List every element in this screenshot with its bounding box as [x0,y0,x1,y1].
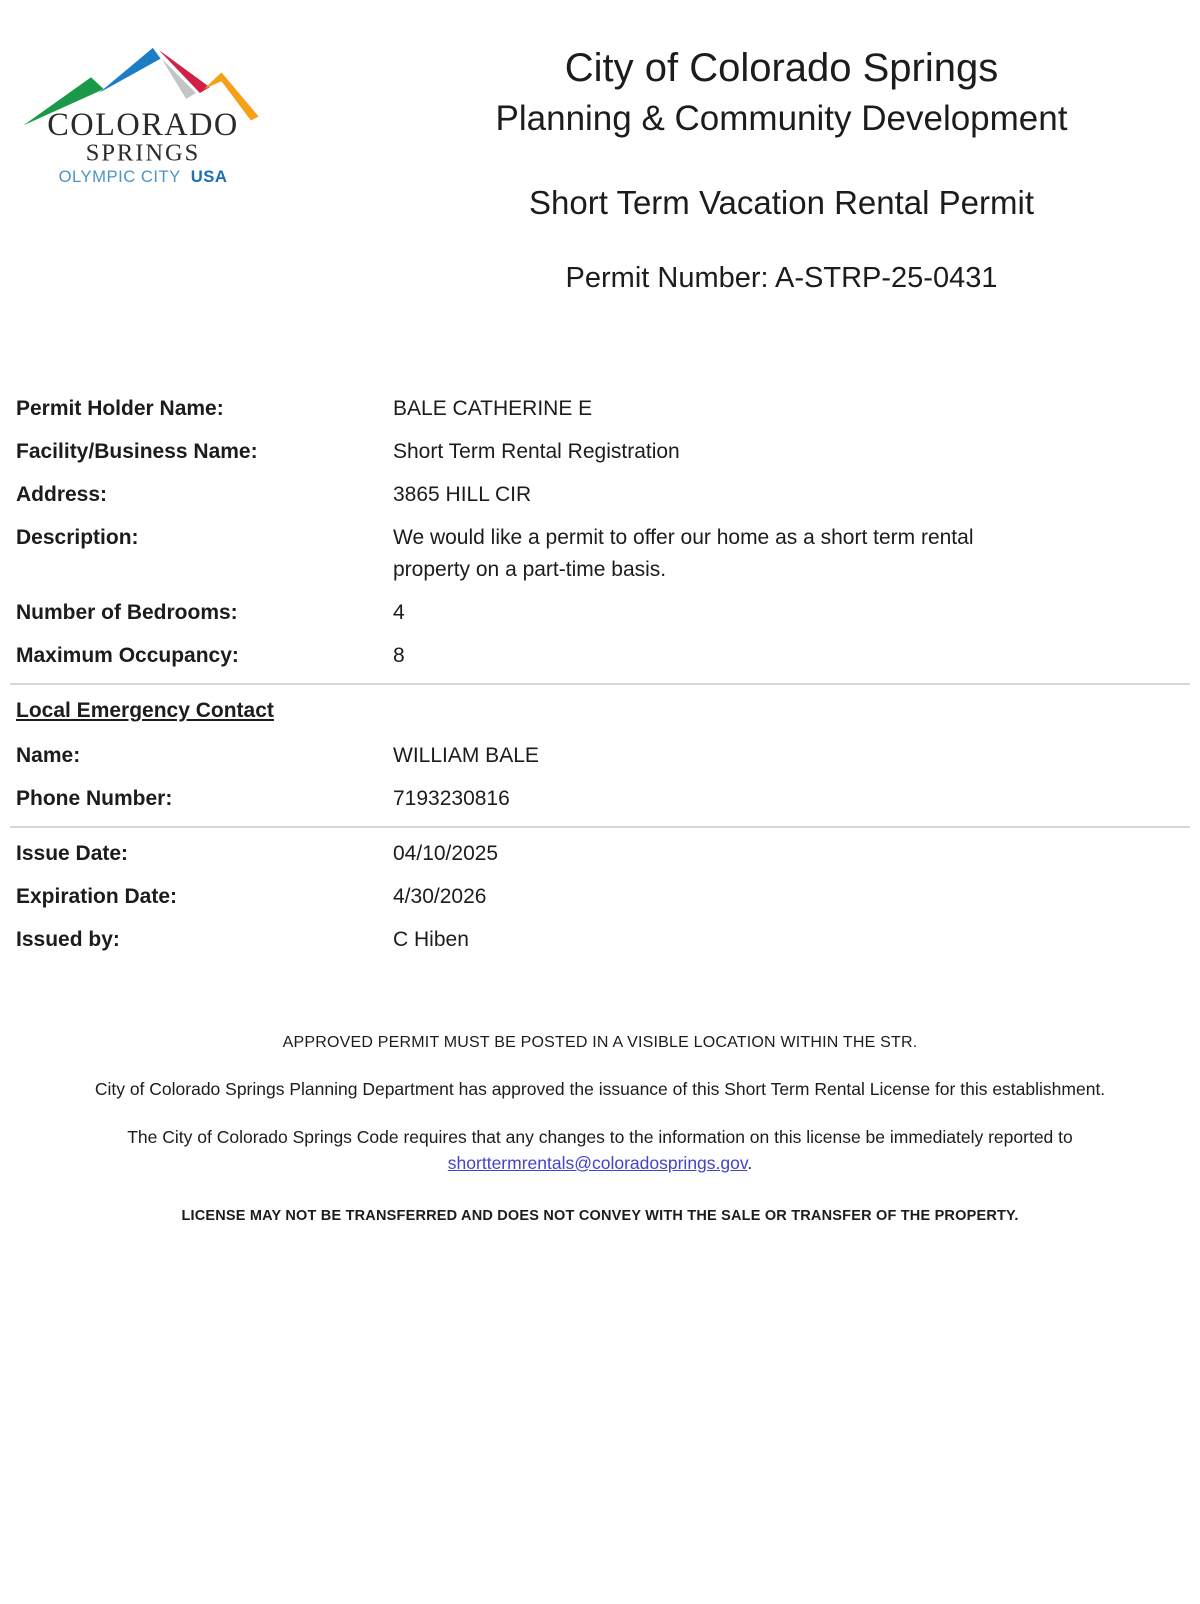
row-issued-by [0,924,1200,956]
row-emergency-phone [0,783,1200,815]
title-block [285,42,1200,295]
logo-tagline-usa: USA [190,167,228,187]
field-label: Maximum Occupancy: [16,643,239,667]
notice-no-transfer: LICENSE MAY NOT BE TRANSFERRED AND DOES NOT CONVEY WITH THE SALE OR TRANSFER OF THE PROPERTY. [181,1207,1019,1224]
logo-wordmark-colorado: COLORADO [47,106,239,143]
field-label: Facility/Business Name: [16,439,258,463]
permit-number: Permit Number: A-STRP-25-0431 [565,261,998,294]
logo-tagline-olympic-city: OLYMPIC CITY [58,167,181,187]
field-label: Expiration Date: [16,884,178,908]
notice-must-be-posted: APPROVED PERMIT MUST BE POSTED IN A VISIBLE LOCATION WITHIN THE STR. [282,1033,918,1051]
field-label: Name: [16,743,81,767]
field-value: BALE CATHERINE E [393,396,593,420]
footer-notices [0,1034,1200,1224]
field-label: Issue Date: [16,841,129,865]
field-value: WILLIAM BALE [393,743,539,767]
field-value: 4 [393,600,405,624]
field-label: Number of Bedrooms: [16,600,238,624]
colorado-springs-logo [0,42,285,194]
field-label: Permit Holder Name: [16,396,224,420]
row-issue-date [0,838,1200,870]
notice-report-changes-period: . [747,1152,753,1173]
field-label: Issued by: [16,927,120,951]
field-value: 4/30/2026 [393,884,487,908]
field-label: Address: [16,482,108,506]
row-permit-holder-name [0,393,1200,425]
city-title: City of Colorado Springs [564,46,999,90]
field-value: 8 [393,643,405,667]
row-number-of-bedrooms [0,597,1200,629]
document-title: Short Term Vacation Rental Permit [529,183,1034,221]
field-value: 7193230816 [393,786,510,810]
field-value: We would like a permit to offer our home as a short term rental property on a part-time basis. [393,525,974,581]
row-expiration-date [0,881,1200,913]
notice-report-changes-text: The City of Colorado Springs Code requires that any changes to the information on this license be immediately reported to [127,1126,1073,1147]
field-label: Phone Number: [16,786,173,810]
field-label: Description: [16,525,139,549]
field-value: 3865 HILL CIR [393,482,532,506]
field-value: 04/10/2025 [393,841,499,865]
row-facility-business-name [0,436,1200,468]
section-divider [10,826,1190,828]
notice-approval: City of Colorado Springs Planning Department has approved the issuance of this Short Term Rental License for this establishment. [94,1078,1106,1099]
mountain-blue-peak-icon [99,48,161,93]
logo-tagline [59,167,228,186]
local-emergency-contact-heading: Local Emergency Contact [16,698,274,722]
shorttermrentals-email-link[interactable]: shorttermrentals@coloradosprings.gov [447,1152,748,1173]
permit-details-section [0,393,1200,956]
department-subtitle: Planning & Community Development [495,99,1068,138]
document-header [0,0,1200,295]
section-divider [10,683,1190,685]
row-emergency-name [0,740,1200,772]
row-address [0,479,1200,511]
notice-report-changes [60,1124,1140,1176]
field-value: Short Term Rental Registration [393,439,680,463]
olympic-city-logo-graphic [12,42,274,194]
row-description [0,522,1200,586]
field-value: C Hiben [393,927,469,951]
logo-wordmark-springs: SPRINGS [85,139,201,167]
row-maximum-occupancy [0,640,1200,672]
